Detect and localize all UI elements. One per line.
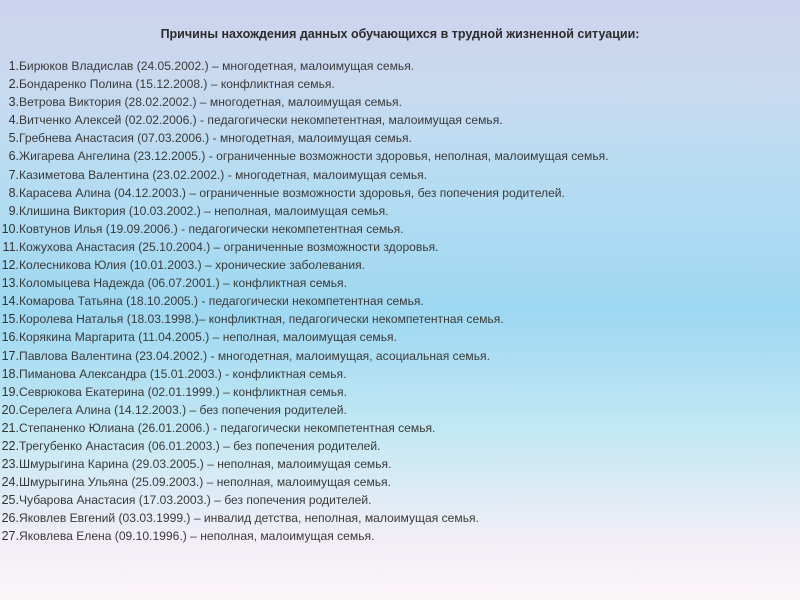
item-text: Яковлев Евгений (03.03.1999.) – инвалид детства, неполная, малоимущая семья. [19,511,479,526]
item-number: 23. [1,457,19,472]
item-number: 5. [8,131,19,146]
item-number: 14. [1,294,19,309]
item-text: Трегубенко Анастасия (06.01.2003.) – без попечения родителей. [19,438,381,453]
item-text: Серелега Алина (14.12.2003.) – без попечения родителей. [19,402,347,417]
item-number: 16. [1,330,19,345]
item-number: 1. [8,59,19,73]
item-number: 26. [1,511,19,526]
item-text: Павлова Валентина (23.04.2002.) - многодетная, малоимущая, асоциальная семья. [19,348,490,363]
item-number: 2. [8,77,19,92]
item-text: Севрюкова Екатерина (02.01.1999.) – конфликтная семья. [19,384,347,399]
item-text: Шмурыгина Ульяна (25.09.2003.) – неполная, малоимущая семья. [19,475,391,490]
item-text: Королева Наталья (18.03.1998.)– конфликтная, педагогически некомпетентная семья. [19,312,504,327]
item-number: 8. [8,185,19,200]
item-number: 12. [1,258,19,273]
item-text: Шмурыгина Карина (29.03.2005.) – неполная, малоимущая семья. [19,457,392,472]
item-text: Ковтунов Илья (19.09.2006.) - педагогически некомпетентная семья. [19,221,404,236]
item-number: 7. [8,167,19,182]
item-text: Казиметова Валентина (23.02.2002.) - многодетная, малоимущая семья. [19,167,428,182]
item-number: 24. [1,475,19,490]
item-text: Клишина Виктория (10.03.2002.) – неполная, малоимущая семья. [19,203,389,218]
item-number: 22. [1,438,19,453]
item-text: Комарова Татьяна (18.10.2005.) - педагогически некомпетентная семья. [19,294,424,309]
item-number: 19. [1,384,19,399]
item-text: Бирюков Владислав (24.05.2002.) – многодетная, малоимущая семья. [19,59,415,73]
item-number: 20. [1,402,19,417]
item-text: Гребнева Анастасия (07.03.2006.) - многодетная, малоимущая семья. [19,131,412,146]
item-text: Кожухова Анастасия (25.10.2004.) – ограниченные возможности здоровья. [19,239,439,254]
item-number: 27. [1,529,19,544]
item-number: 21. [1,420,19,435]
item-number: 17. [1,348,19,363]
item-number: 13. [1,276,19,291]
item-text: Витченко Алексей (02.02.2006.) - педагогически некомпетентная, малоимущая семья. [19,113,503,128]
item-text: Коломыцева Надежда (06.07.2001.) – конфликтная семья. [19,276,347,291]
item-text: Степаненко Юлиана (26.01.2006.) - педагогически некомпетентная семья. [19,420,436,435]
item-number: 4. [8,113,19,128]
item-number: 11. [2,239,19,254]
item-text: Чубарова Анастасия (17.03.2003.) – без попечения родителей. [19,493,372,508]
item-text: Бондаренко Полина (15.12.2008.) – конфликтная семья. [19,77,335,92]
item-text: Карасева Алина (04.12.2003.) – ограниченные возможности здоровья, без попечения родителей. [19,185,565,200]
slide-title: Причины нахождения данных обучающихся в трудной жизненной ситуации: [160,27,640,41]
item-number: 25. [1,493,19,508]
item-text: Корякина Маргарита (11.04.2005.) – неполная, малоимущая семья. [19,330,397,345]
item-number: 9. [8,203,19,218]
item-text: Жигарева Ангелина (23.12.2005.) - ограниченные возможности здоровья, неполная, малоимущая семья. [19,149,609,164]
item-text: Яковлева Елена (09.10.1996.) – неполная, малоимущая семья. [19,529,375,544]
item-number: 3. [8,95,19,110]
item-number: 10. [1,221,19,236]
item-text: Колесникова Юлия (10.01.2003.) – хронические заболевания. [19,258,366,273]
item-text: Ветрова Виктория (28.02.2002.) – многодетная, малоимущая семья. [19,95,402,110]
item-number: 15. [1,312,19,327]
item-number: 6. [8,149,19,164]
item-text: Пиманова Александра (15.01.2003.) - конфликтная семья. [19,366,347,381]
item-number: 18. [1,366,19,381]
